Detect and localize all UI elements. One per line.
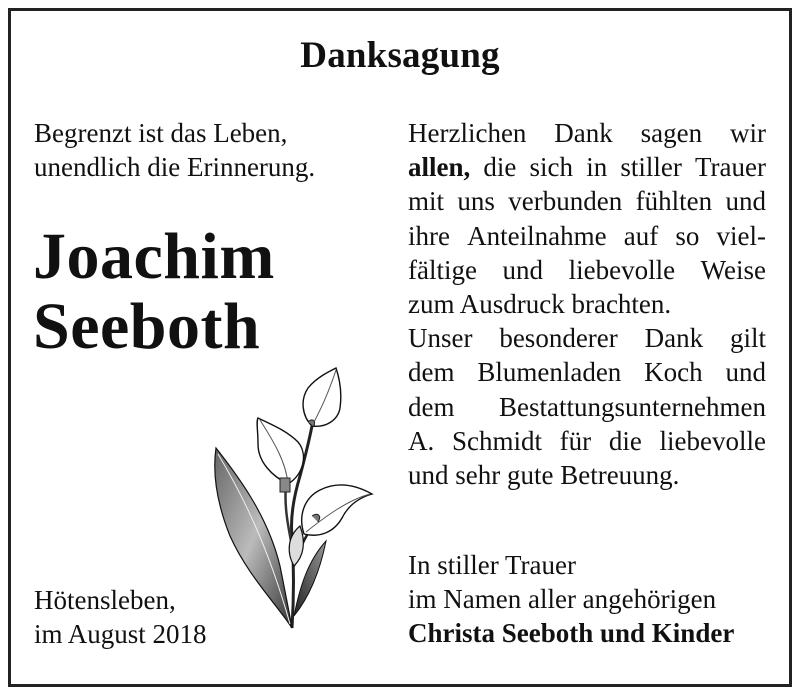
signature-names: Christa Seeboth und Kinder — [408, 618, 735, 648]
thanks-word: gilt — [729, 323, 766, 354]
thanks-word: zum Ausdruck brachten. — [408, 289, 672, 320]
thanks-text — [408, 116, 766, 492]
thanks-line — [408, 355, 766, 389]
thanks-word: die — [483, 152, 517, 183]
thanks-word: die — [608, 425, 642, 456]
thanks-word: Koch — [644, 357, 703, 388]
first-name: Joachim — [33, 220, 275, 293]
thanks-word: so — [675, 220, 700, 251]
signature-line: im Namen aller angehörigen — [408, 584, 717, 614]
signature-line: In stiller Trauer — [408, 550, 576, 580]
thanks-line — [408, 253, 766, 287]
thanks-line — [408, 390, 766, 424]
motto-line: unendlich die Erinnerung. — [34, 152, 316, 182]
thanks-word: Dank — [644, 323, 704, 354]
thanks-word: und — [725, 357, 766, 388]
thanks-word: verbunden — [508, 186, 623, 217]
thanks-word: und sehr gute Betreuung. — [408, 460, 680, 491]
thanks-word: und — [502, 254, 544, 285]
last-name: Seeboth — [33, 290, 261, 363]
thanks-word: Blumenladen — [477, 357, 622, 388]
thanks-word: viel- — [716, 220, 766, 251]
signature-block — [408, 548, 734, 650]
place: Hötensleben, — [34, 585, 176, 615]
thanks-word: Schmidt — [451, 425, 542, 456]
thanks-word: Unser — [408, 323, 473, 354]
deceased-name — [33, 222, 275, 362]
motto — [34, 116, 315, 184]
thanks-line — [408, 458, 766, 492]
thanks-word: allen, — [408, 152, 471, 183]
thanks-word: besonderer — [499, 323, 618, 354]
thanks-word: sagen — [640, 118, 703, 148]
thanks-word: A. — [408, 425, 435, 456]
thanks-word: für — [559, 425, 592, 456]
page-title: Danksagung — [300, 35, 500, 76]
thanks-word: fühlten — [635, 186, 713, 217]
thanks-word: und — [725, 186, 766, 217]
thanks-word: Bestattungsunternehmen — [499, 391, 766, 422]
thanks-word: Anteilnahme — [467, 220, 607, 251]
place-date — [34, 583, 207, 651]
thanks-word: liebevolle — [568, 254, 676, 285]
thanks-word: Herzlichen — [408, 118, 527, 148]
thanks-word: fältige — [408, 254, 477, 285]
thanks-word: wir — [729, 118, 766, 148]
thanks-word: dem — [408, 391, 455, 422]
thanks-word: ihre — [408, 220, 450, 251]
thanks-word: auf — [623, 220, 659, 251]
thanks-line — [408, 219, 766, 253]
thanks-word: Dank — [554, 118, 613, 148]
motto-line: Begrenzt ist das Leben, — [34, 118, 288, 148]
thanks-word: uns — [457, 186, 495, 217]
thanks-line — [408, 184, 766, 218]
thanks-word: Weise — [700, 254, 766, 285]
thanks-line — [408, 116, 766, 150]
thanks-line — [408, 150, 766, 184]
thanks-line — [408, 424, 766, 458]
date: im August 2018 — [34, 619, 207, 649]
thanks-line — [408, 287, 766, 321]
thanks-word: dem — [408, 357, 455, 388]
thanks-word: sich — [529, 152, 574, 183]
thanks-word: stiller — [620, 152, 682, 183]
thanks-line — [408, 321, 766, 355]
thanks-word: Trauer — [694, 152, 766, 183]
thanks-word: liebevolle — [659, 425, 766, 456]
thanks-word: mit — [408, 186, 445, 217]
calla-lily-icon — [208, 366, 378, 636]
thanks-word: in — [586, 152, 608, 183]
